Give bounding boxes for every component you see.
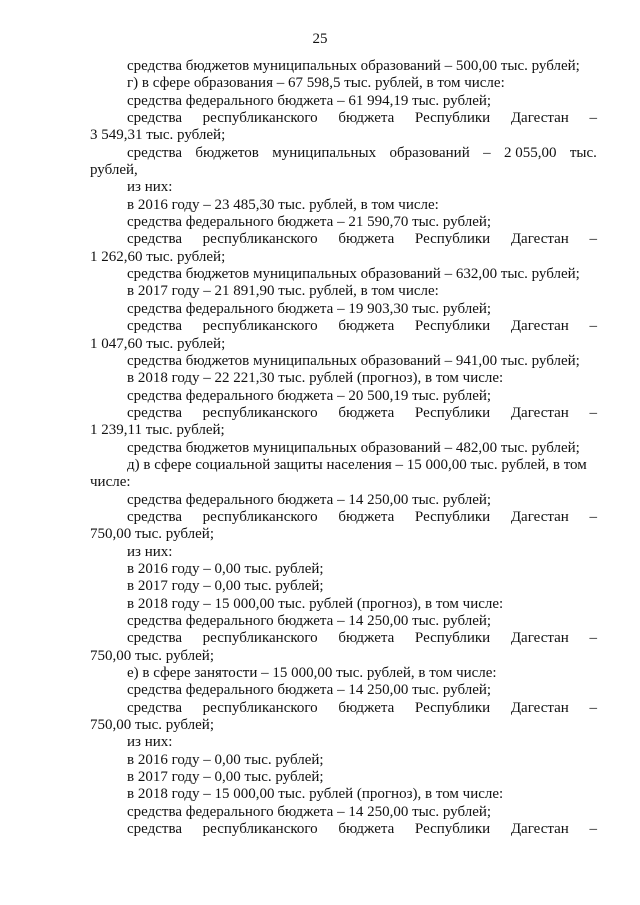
text-word: бюджета xyxy=(338,630,395,647)
text-word: Дагестан xyxy=(510,318,569,335)
text-line: средства бюджетов муниципальных образований – 632,00 тыс. рублей; xyxy=(127,266,580,283)
text-line: в 2017 году – 0,00 тыс. рублей; xyxy=(127,578,324,595)
text-line: е) в сфере занятости – 15 000,00 тыс. рублей, в том числе: xyxy=(127,665,497,682)
text-word: средства xyxy=(127,508,183,525)
text-line: 750,00 тыс. рублей; xyxy=(90,717,214,734)
text-word: средства xyxy=(127,231,183,248)
text-word: республиканского xyxy=(202,318,318,335)
text-word: образований xyxy=(389,144,470,161)
text-word: – xyxy=(589,110,597,127)
text-word: Республики xyxy=(414,630,491,647)
text-word: Дагестан xyxy=(510,231,569,248)
text-word: средства xyxy=(127,110,183,127)
text-word: Республики xyxy=(414,318,491,335)
text-word: республиканского xyxy=(202,231,318,248)
text-line: средства федерального бюджета – 20 500,19 тыс. рублей; xyxy=(127,387,492,404)
text-word: Республики xyxy=(414,699,491,716)
text-word: бюджета xyxy=(338,821,395,838)
text-line: в 2018 году – 15 000,00 тыс. рублей (прогноз), в том числе: xyxy=(127,786,504,803)
text-word: средства xyxy=(127,318,183,335)
text-line xyxy=(90,110,597,127)
text-line: 1 239,11 тыс. рублей; xyxy=(90,422,225,439)
text-word: средства xyxy=(127,630,183,647)
text-line xyxy=(90,231,597,248)
text-word: республиканского xyxy=(202,699,318,716)
text-line: в 2018 году – 22 221,30 тыс. рублей (прогноз), в том числе: xyxy=(127,370,504,387)
text-word: бюджета xyxy=(338,699,395,716)
text-line: из них: xyxy=(127,179,173,196)
text-line: числе: xyxy=(90,474,131,491)
text-word: Республики xyxy=(414,508,491,525)
text-line: г) в сфере образования – 67 598,5 тыс. рублей, в том числе: xyxy=(127,75,505,92)
text-word: – xyxy=(589,508,597,525)
text-line xyxy=(90,145,597,162)
text-line: средства федерального бюджета – 61 994,19 тыс. рублей; xyxy=(127,92,492,109)
text-word: Дагестан xyxy=(510,110,569,127)
text-line: средства бюджетов муниципальных образований – 482,00 тыс. рублей; xyxy=(127,439,580,456)
text-word: республиканского xyxy=(202,630,318,647)
text-word: 2 055,00 xyxy=(504,144,557,161)
text-word: средства xyxy=(127,404,183,421)
text-line xyxy=(90,821,597,838)
text-word: бюджетов xyxy=(195,144,259,161)
text-line xyxy=(90,318,597,335)
text-line: в 2016 году – 0,00 тыс. рублей; xyxy=(127,560,324,577)
text-line: в 2018 году – 15 000,00 тыс. рублей (прогноз), в том числе: xyxy=(127,595,504,612)
text-line: 3 549,31 тыс. рублей; xyxy=(90,127,226,144)
text-line: в 2017 году – 21 891,90 тыс. рублей, в том числе: xyxy=(127,283,439,300)
text-line: рублей, xyxy=(90,162,138,179)
text-word: Республики xyxy=(414,110,491,127)
text-word: средства xyxy=(127,144,183,161)
text-word: республиканского xyxy=(202,821,318,838)
text-word: Дагестан xyxy=(510,404,569,421)
text-word: Дагестан xyxy=(510,630,569,647)
text-word: Республики xyxy=(414,404,491,421)
text-line: средства федерального бюджета – 14 250,00 тыс. рублей; xyxy=(127,682,492,699)
text-word: Республики xyxy=(414,231,491,248)
text-line: средства федерального бюджета – 14 250,00 тыс. рублей; xyxy=(127,803,492,820)
text-word: – xyxy=(589,231,597,248)
text-line: средства федерального бюджета – 19 903,30 тыс. рублей; xyxy=(127,300,492,317)
text-word: средства xyxy=(127,821,183,838)
text-word: республиканского xyxy=(202,508,318,525)
text-line: средства федерального бюджета – 14 250,00 тыс. рублей; xyxy=(127,613,492,629)
text-line: 1 047,60 тыс. рублей; xyxy=(90,335,226,352)
text-line xyxy=(90,630,597,647)
text-word: – xyxy=(589,821,597,838)
text-word: Республики xyxy=(414,821,491,838)
text-line: в 2016 году – 0,00 тыс. рублей; xyxy=(127,751,324,768)
text-word: – xyxy=(589,404,597,421)
text-word: муниципальных xyxy=(272,144,377,161)
text-word: республиканского xyxy=(202,404,318,421)
text-word: Дагестан xyxy=(510,699,569,716)
text-word: республиканского xyxy=(202,110,318,127)
document-body xyxy=(90,58,597,838)
text-line: д) в сфере социальной защиты населения – 15 000,00 тыс. рублей, в том xyxy=(127,456,587,473)
text-line: из них: xyxy=(127,543,173,560)
text-line: в 2016 году – 23 485,30 тыс. рублей, в том числе: xyxy=(127,196,439,213)
text-line: средства федерального бюджета – 21 590,70 тыс. рублей; xyxy=(127,214,492,231)
page-number: 25 xyxy=(312,31,328,47)
text-word: – xyxy=(589,630,597,647)
text-word: – xyxy=(589,318,597,335)
text-line: 1 262,60 тыс. рублей; xyxy=(90,248,226,265)
text-line: 750,00 тыс. рублей; xyxy=(90,526,214,543)
text-line: средства федерального бюджета – 14 250,00 тыс. рублей; xyxy=(127,491,492,508)
text-line xyxy=(90,700,597,717)
text-word: бюджета xyxy=(338,318,395,335)
text-word: средства xyxy=(127,699,183,716)
text-word: – xyxy=(483,144,491,161)
text-line: 750,00 тыс. рублей; xyxy=(90,647,214,664)
text-word: бюджета xyxy=(338,110,395,127)
text-line: в 2017 году – 0,00 тыс. рублей; xyxy=(127,769,324,786)
text-word: Дагестан xyxy=(510,508,569,525)
text-word: Дагестан xyxy=(510,821,569,838)
text-line: средства бюджетов муниципальных образований – 941,00 тыс. рублей; xyxy=(127,352,580,369)
text-line xyxy=(90,509,597,526)
text-line: из них: xyxy=(127,734,173,751)
text-word: тыс. xyxy=(569,144,597,161)
text-word: бюджета xyxy=(338,508,395,525)
text-word: бюджета xyxy=(338,404,395,421)
text-word: бюджета xyxy=(338,231,395,248)
text-line: средства бюджетов муниципальных образований – 500,00 тыс. рублей; xyxy=(127,58,580,74)
text-line xyxy=(90,405,597,422)
text-word: – xyxy=(589,699,597,716)
